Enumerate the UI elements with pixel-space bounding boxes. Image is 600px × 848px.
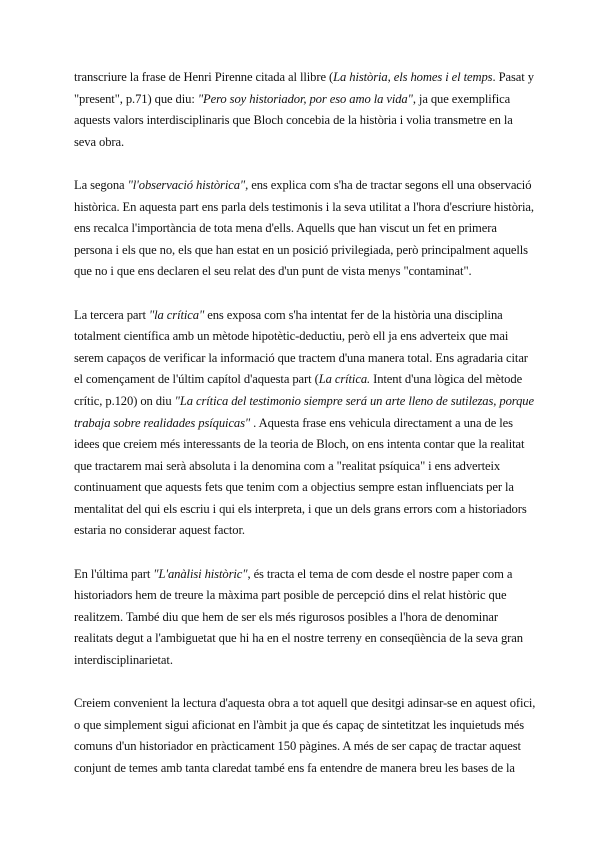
- text-run: , és tracta el tema de com desde el nostre paper com a historiadors hem de treure la màxima part posible de percepció dins el relat històric que realitzem. També diu que hem de ser els més rigurosos posibles a l'hora de denominar realitats degut a l'ambiguetat que hi ha en el nostre terreny en conseqüència de la seva gran interdisciplinarietat.: [74, 566, 523, 668]
- text-run: La tercera part: [74, 307, 149, 322]
- text-run: ens exposa com s'ha intentat fer de la història una disciplina totalment científica amb un mètode hipotètic-deductiu, però ell ja ens adverteix que mai serem capaços de verificar la informació que tractem d'una manera total. Ens agradaria citar el començament de l'últim capítol d'aquesta part (: [74, 307, 528, 387]
- italic-text: "Pero soy historiador, por eso amo la vida": [197, 91, 413, 106]
- text-run: . Aquesta frase ens vehicula directament a una de les idees que creiem més interessants de la teoria de Bloch, on ens intenta contar que la realitat que tractarem mai serà absoluta i la denomina com a "realitat psíquica" i ens adverteix continuament que aquests fets que tenim com a objectius sempre estan influenciats per la mentalitat del qui els escriu i qui els interpreta, i que un dels grans errors com a historiadors estaria no considerar aquest factor.: [74, 415, 527, 538]
- document-page: [74, 67, 536, 801]
- text-run: Intent d'una lògica del mètode crític, p.120) on diu: [74, 372, 523, 408]
- italic-text: La crítica.: [318, 372, 371, 387]
- paragraph-5: [74, 693, 536, 779]
- italic-text: "l'observació històrica": [127, 177, 246, 192]
- text-run: En l'última part: [74, 566, 154, 581]
- text-run: , ja que exemplifica aquests valors interdisciplinaris que Bloch concebia de la història i volia transmetre en la seva obra.: [74, 91, 513, 149]
- text-run: transcriure la frase de Henri Pirenne citada al llibre (: [74, 70, 334, 84]
- paragraph-4: [74, 564, 536, 672]
- paragraph-2: [74, 175, 536, 283]
- italic-text: "La crítica del testimonio siempre será un arte lleno de sutilezas, porque trabaja sobre realidades psíquicas": [74, 393, 534, 430]
- italic-text: "L'anàlisi històric": [153, 566, 248, 581]
- paragraph-3: [74, 305, 536, 543]
- italic-text: "la crítica": [148, 307, 205, 322]
- text-run: , ens explica com s'ha de tractar segons ell una observació històrica. En aquesta part ens parla dels testimonis i la seva utilitat a l'hora d'escriure història, ens recalca l'importància de tota mena d'ells. Aquells que han viscut un fet en primera persona i els que no, els que han estat en un posició privilegiada, però principalment aquells que no i que ens declaren el seu relat des d'un punt de vista menys "contaminat".: [74, 177, 534, 279]
- italic-text: La història, els homes i el temps: [333, 70, 493, 84]
- text-run: La segona: [74, 177, 128, 192]
- paragraph-1: [74, 67, 536, 153]
- text-run: . Pasat y "present", p.71) que diu:: [74, 70, 534, 106]
- text-run: Creiem convenient la lectura d'aquesta obra a tot aquell que desitgi adinsar-se en aquest ofici, o que simplement sigui aficionat en l'àmbit ja que és capaç de sintetitzat les inquietuds més comuns d'un historiador en pràcticament 150 pàgines. A més de ser capaç de tractar aquest conjunt de temes amb tanta claredat també ens fa entendre de manera breu les bases de la: [74, 696, 536, 775]
